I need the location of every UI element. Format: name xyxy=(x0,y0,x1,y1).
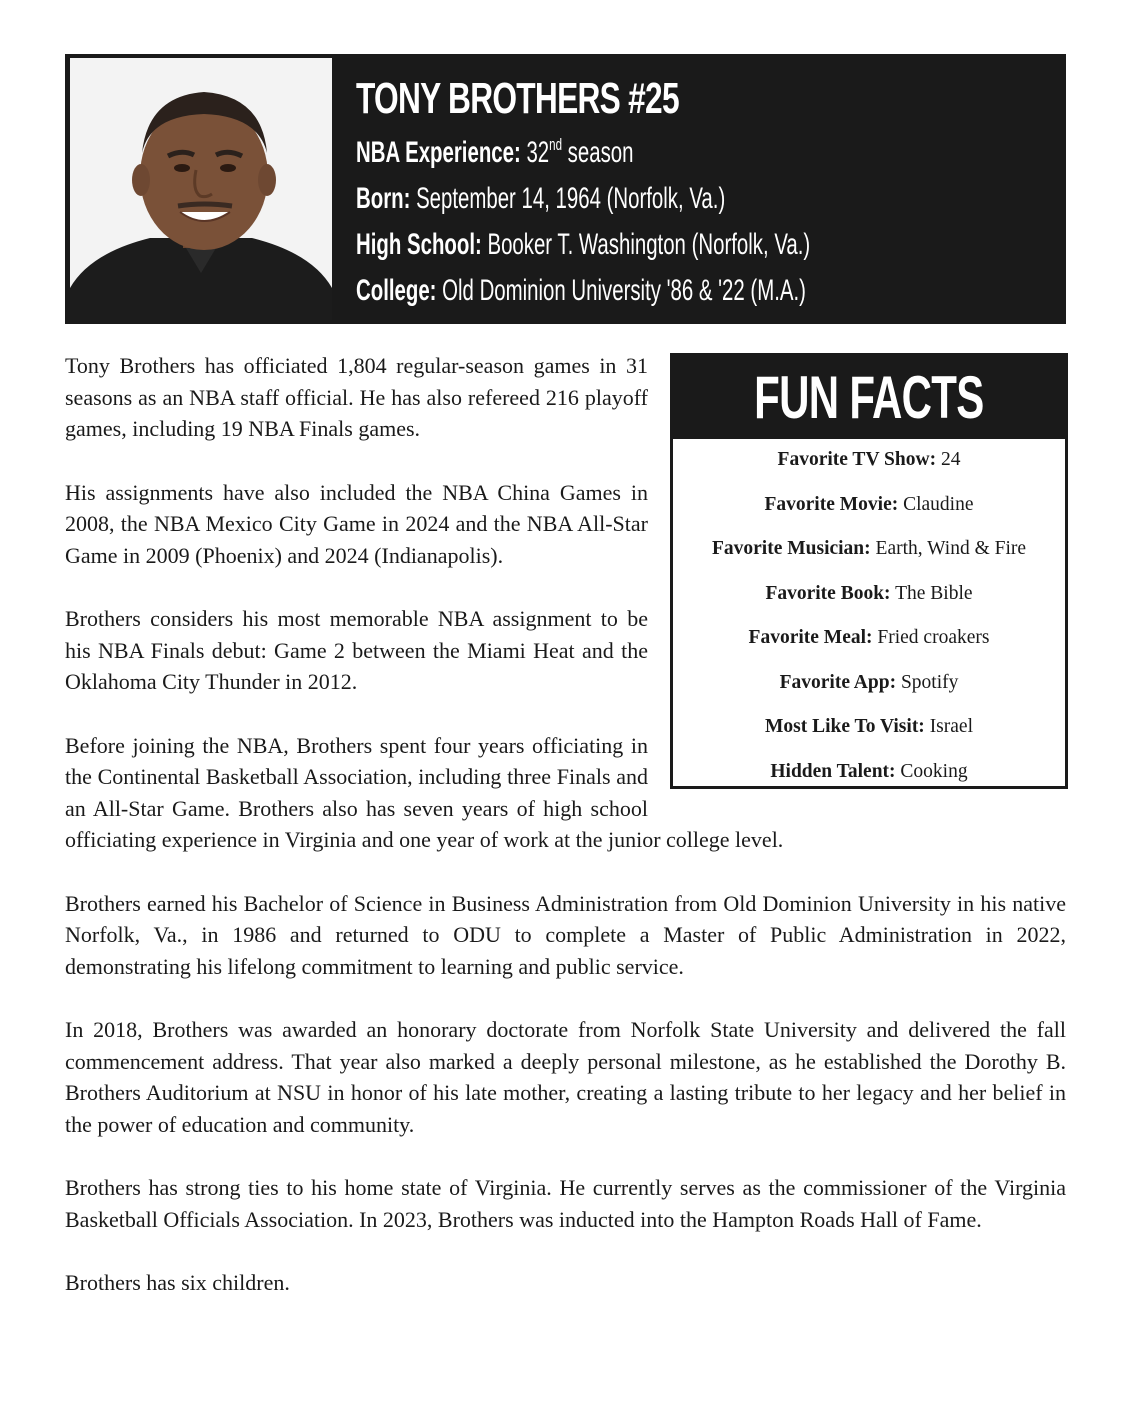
bio-paragraph: Brothers has six children. xyxy=(65,1270,290,1295)
fun-fact-item xyxy=(673,579,1065,624)
high-school-value: Booker T. Washington (Norfolk, Va.) xyxy=(487,228,811,261)
fun-fact-label: Favorite Meal: xyxy=(748,627,873,648)
fun-fact-item xyxy=(673,668,1065,713)
bio-paragraph: Brothers earned his Bachelor of Science in Business Administration from Old Dominion University in his native Norfolk, Va., in 1986 and returned to ODU to complete a Master of Public Administration in 2022, demonstrating his lifelong commitment to learning and public service. xyxy=(65,890,1066,979)
fun-fact-label: Hidden Talent: xyxy=(770,760,896,782)
fun-facts-title: FUN FACTS xyxy=(754,364,984,431)
experience-unit: season xyxy=(567,136,634,169)
fun-fact-value: 24 xyxy=(940,449,961,470)
fun-fact-label: Most Like To Visit: xyxy=(764,716,925,737)
fun-facts-title-bar xyxy=(673,356,1065,439)
fun-fact-item xyxy=(673,534,1065,579)
fun-fact-label: Favorite TV Show: xyxy=(777,449,937,470)
fun-fact-value: Israel xyxy=(929,716,973,737)
fun-facts-list xyxy=(673,439,1065,801)
high-school-label: High School: xyxy=(356,228,482,261)
fun-fact-item xyxy=(673,490,1065,535)
bio-paragraph: In 2018, Brothers was awarded an honorary doctorate from Norfolk State University and delivered the fall commencement address. That year also marked a deeply personal milestone, as he established the Dorothy B. Brothers Auditorium at NSU in honor of his late mother, creating a lasting tribute to her legacy and her belief in the power of education and community. xyxy=(65,1017,1066,1137)
bio-paragraph: Tony Brothers has officiated 1,804 regular-season games in 31 seasons as an NBA staff official. He has also refereed 216 playoff games, including 19 NBA Finals games. xyxy=(65,353,648,441)
header-info xyxy=(356,70,1056,314)
fun-fact-value: Earth, Wind & Fire xyxy=(875,538,1027,559)
high-school-line xyxy=(356,222,832,268)
fun-fact-label: Favorite App: xyxy=(779,671,897,693)
fun-fact-value: Spotify xyxy=(900,671,959,693)
fun-facts-box xyxy=(670,353,1068,789)
college-label: College: xyxy=(356,274,437,307)
fun-fact-label: Favorite Musician: xyxy=(711,538,871,559)
experience-number: 32 xyxy=(526,136,550,169)
fun-fact-item xyxy=(673,445,1065,490)
fun-fact-item xyxy=(673,623,1065,668)
college-line xyxy=(356,268,832,314)
born-line xyxy=(356,176,832,222)
born-value: September 14, 1964 (Norfolk, Va.) xyxy=(416,182,726,215)
fun-fact-item xyxy=(673,712,1065,757)
fun-fact-label: Favorite Movie: xyxy=(764,493,899,515)
college-value: Old Dominion University '86 & '22 (M.A.) xyxy=(442,274,806,307)
experience-line xyxy=(356,130,832,176)
fun-fact-value: Cooking xyxy=(900,760,968,782)
bio-paragraph: Before joining the NBA, Brothers spent four years officiating in the Continental Basketball Association, including three Finals and an All-Star Game. Brothers also has seven years of high school officiating experience in Virginia and one year of work at the junior college level. xyxy=(65,732,784,852)
referee-name: TONY BROTHERS #25 xyxy=(356,74,679,123)
fun-fact-value: Fried croakers xyxy=(877,627,990,648)
bio-paragraph: Brothers considers his most memorable NBA assignment to be his NBA Finals debut: Game 2 between the Miami Heat and the Oklahoma City Thunder in 2012. xyxy=(65,606,648,694)
bio-paragraph: His assignments have also included the NBA China Games in 2008, the NBA Mexico City Game in 2024 and the NBA All-Star Game in 2009 (Phoenix) and 2024 (Indianapolis). xyxy=(65,479,648,568)
experience-label: NBA Experience: xyxy=(356,136,521,169)
experience-suffix: nd xyxy=(549,135,563,154)
portrait-photo xyxy=(70,58,332,320)
fun-fact-item xyxy=(673,757,1065,802)
born-label: Born: xyxy=(356,182,411,215)
fun-fact-value: Claudine xyxy=(903,493,974,515)
bio-paragraph: Brothers has strong ties to his home state of Virginia. He currently serves as the commissioner of the Virginia Basketball Officials Association. In 2023, Brothers was inducted into the Hampton Roads Hall of Fame. xyxy=(65,1175,1066,1232)
fun-fact-label: Favorite Book: xyxy=(765,582,891,604)
fun-fact-value: The Bible xyxy=(895,582,973,604)
